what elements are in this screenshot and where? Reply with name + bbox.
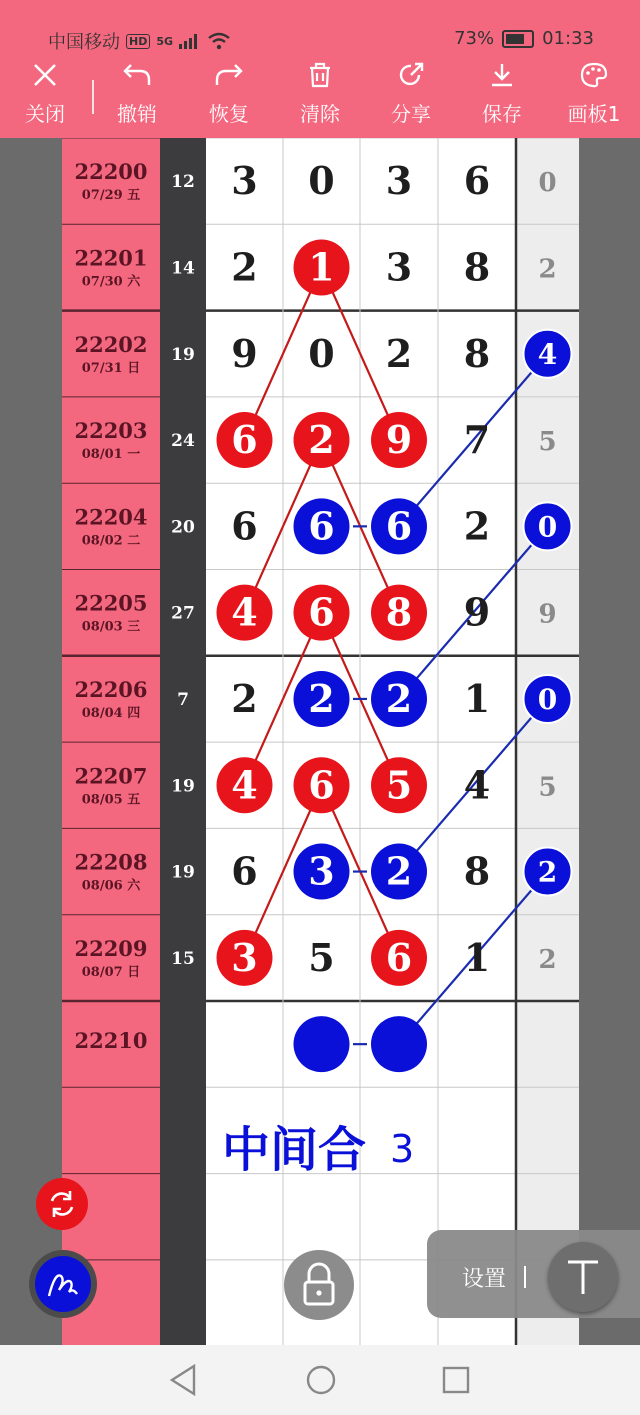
undo-button[interactable] (97, 60, 177, 138)
issue-date: 08/02 二 (81, 533, 141, 549)
digit-cell: 1 (308, 244, 335, 290)
sum-value: 27 (171, 603, 195, 624)
pen-stroke-icon (35, 1256, 91, 1312)
issue-number: 22206 (74, 676, 148, 702)
issue-number: 22203 (74, 418, 148, 444)
sum-value: 12 (171, 172, 195, 193)
save-label: 保存 (482, 102, 522, 126)
undo-label: 撤销 (117, 102, 157, 126)
digit-cell: 0 (308, 330, 335, 376)
hd-badge: HD (126, 34, 150, 49)
issue-date: 07/30 六 (81, 274, 141, 290)
carrier-label: 中国移动 (48, 32, 120, 53)
issue-date: 08/04 四 (81, 705, 141, 721)
undo-icon (122, 60, 152, 100)
digit-cell: 4 (463, 762, 491, 808)
extra-digit: 5 (538, 772, 557, 803)
digit-cell: 6 (308, 762, 335, 808)
home-icon[interactable] (305, 1363, 337, 1397)
recents-icon[interactable] (441, 1363, 471, 1397)
close-button[interactable] (5, 60, 85, 138)
digit-cell: 7 (463, 417, 491, 463)
digit-cell: 9 (231, 330, 258, 376)
digit-cell: 2 (385, 330, 413, 376)
sum-value: 14 (171, 258, 195, 279)
issue-number: 22200 (74, 159, 148, 185)
pen-button[interactable] (29, 1250, 97, 1318)
digit-cell: 6 (231, 417, 258, 463)
sum-value: 19 (171, 862, 195, 883)
system-nav-bar (0, 1345, 640, 1415)
handwritten-note-number: 3 (390, 1127, 415, 1171)
digit-cell: 3 (231, 158, 258, 204)
digit-cell: 4 (231, 762, 258, 808)
battery-percent: 73% (454, 28, 495, 49)
digit-cell: 2 (385, 675, 413, 721)
text-icon (548, 1242, 618, 1312)
digit-cell: 1 (463, 675, 491, 721)
settings-button[interactable]: 设置 (462, 1267, 507, 1292)
redo-icon (214, 60, 244, 100)
issue-number: 22204 (74, 504, 148, 530)
network-label: 5G (156, 34, 174, 48)
digit-cell: 3 (308, 848, 335, 894)
board-label: 画板1 (567, 102, 621, 126)
sum-value: 7 (177, 689, 189, 710)
sum-value: 19 (171, 344, 195, 365)
digit-cell: 6 (231, 503, 258, 549)
rotate-button[interactable] (36, 1178, 88, 1230)
clear-label: 清除 (300, 102, 340, 126)
lock-icon (284, 1250, 354, 1320)
refresh-icon (36, 1178, 88, 1230)
issue-date: 08/05 五 (81, 792, 141, 808)
digit-cell: 6 (308, 503, 335, 549)
issue-number: 22205 (74, 590, 148, 616)
issue-number: 22210 (74, 1028, 148, 1054)
issue-number: 22207 (74, 763, 148, 789)
digit-cell: 2 (385, 848, 413, 894)
prediction-circle (294, 1016, 350, 1072)
settings-divider (524, 1266, 526, 1288)
digit-cell: 8 (385, 589, 413, 635)
issue-number: 22202 (74, 331, 148, 357)
extra-digit: 0 (537, 682, 558, 716)
extra-digit: 2 (537, 855, 558, 889)
issue-date: 08/06 六 (81, 878, 141, 894)
extra-digit: 5 (538, 427, 557, 458)
digit-cell: 8 (463, 330, 491, 376)
sum-value: 15 (171, 948, 195, 969)
digit-cell: 3 (385, 158, 413, 204)
digit-cell: 8 (463, 848, 491, 894)
issue-number: 22209 (74, 935, 148, 961)
draw-grid[interactable] (0, 138, 640, 1345)
extra-column (516, 138, 579, 1345)
toolbar (0, 60, 640, 138)
digit-cell: 5 (308, 934, 335, 980)
trash-icon (306, 60, 334, 100)
issue-number: 22201 (74, 245, 148, 271)
digit-cell: 6 (463, 158, 491, 204)
digit-cell: 2 (308, 417, 335, 463)
issue-date: 08/03 三 (81, 619, 141, 635)
digit-cell: 3 (385, 244, 413, 290)
digit-cell: 2 (463, 503, 491, 549)
extra-digit: 4 (537, 337, 558, 371)
digit-cell: 6 (385, 934, 413, 980)
digit-cell: 0 (308, 158, 335, 204)
digit-cell: 9 (463, 589, 491, 635)
digit-cell: 2 (231, 675, 258, 721)
digit-cell: 6 (231, 848, 258, 894)
issue-date: 08/07 日 (81, 964, 141, 980)
share-icon (397, 60, 425, 100)
share-label: 分享 (391, 102, 431, 126)
text-tool-button[interactable] (548, 1242, 618, 1312)
lock-button[interactable] (284, 1250, 354, 1320)
close-label: 关闭 (25, 102, 65, 126)
save-button[interactable] (462, 60, 542, 138)
issue-date: 08/01 一 (81, 447, 141, 463)
digit-cell: 3 (231, 934, 258, 980)
issue-date: 07/29 五 (81, 188, 141, 204)
palette-icon (579, 60, 609, 100)
digit-cell: 2 (308, 675, 335, 721)
digit-cell: 6 (308, 589, 335, 635)
board-button[interactable] (554, 60, 634, 138)
status-bar (0, 0, 640, 60)
redo-button[interactable] (189, 60, 269, 138)
redo-label: 恢复 (209, 102, 249, 126)
digit-cell: 1 (463, 934, 491, 980)
sum-value: 24 (171, 431, 195, 452)
digit-cell: 6 (385, 503, 413, 549)
download-icon (488, 60, 516, 100)
extra-digit: 9 (538, 599, 557, 630)
handwritten-note: 中间合 (222, 1122, 367, 1178)
extra-digit: 2 (538, 944, 557, 975)
issue-number: 22208 (74, 849, 148, 875)
issue-column (62, 138, 160, 1345)
extra-digit: 0 (538, 168, 557, 199)
signal-icon (179, 33, 201, 49)
digit-cell: 4 (231, 589, 258, 635)
back-icon[interactable] (168, 1363, 198, 1397)
toolbar-divider (92, 80, 94, 114)
digit-cell: 9 (385, 417, 413, 463)
clear-button[interactable] (280, 60, 360, 138)
sum-value: 20 (171, 517, 195, 538)
prediction-circle (371, 1016, 427, 1072)
issue-date: 07/31 日 (81, 360, 141, 376)
sum-column (160, 138, 206, 1345)
battery-icon (502, 30, 534, 48)
wifi-icon (207, 32, 231, 50)
sum-value: 19 (171, 776, 195, 797)
extra-digit: 2 (538, 254, 557, 285)
digit-cell: 8 (463, 244, 491, 290)
close-icon (31, 60, 59, 100)
extra-digit: 0 (537, 510, 558, 544)
digit-cell: 5 (385, 762, 413, 808)
share-button[interactable] (371, 60, 451, 138)
clock: 01:33 (542, 28, 594, 49)
digit-cell: 2 (231, 244, 258, 290)
